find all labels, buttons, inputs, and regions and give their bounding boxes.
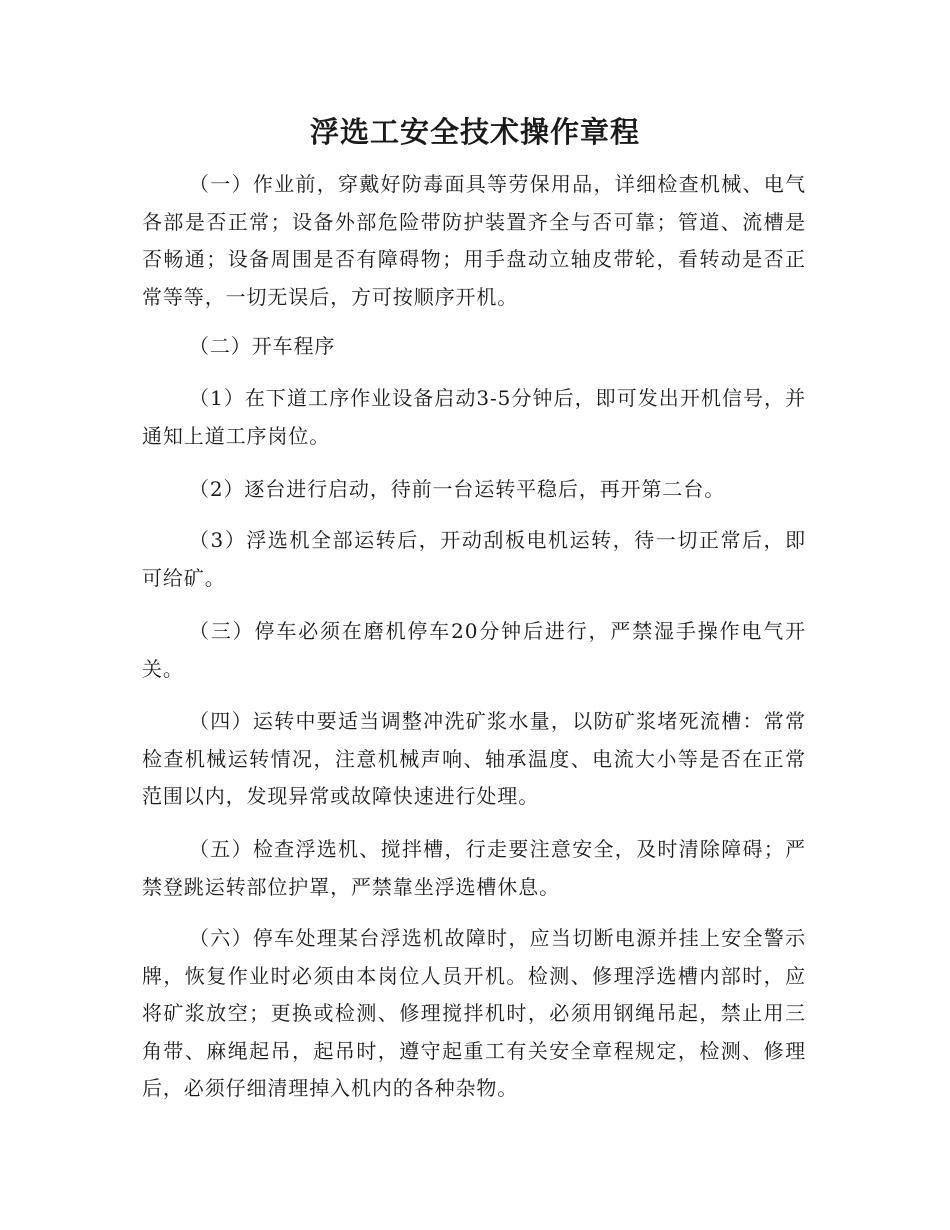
paragraph-pre-operation-check: （一）作业前，穿戴好防毒面具等劳保用品，详细检查机械、电气各部是否正常；设备外部危险带防护装置齐全与否可靠；管道、流槽是否畅通；设备周围是否有障碍物；用手盘动立轴皮带轮，看转动是否正常等等，一切无误后，方可按顺序开机。: [142, 172, 806, 309]
paragraph-fault-repair: （六）停车处理某台浮选机故障时，应当切断电源并挂上安全警示牌，恢复作业时必须由本岗位人员开机。检测、修理浮选槽内部时，应将矿浆放空；更换或检测、修理搅拌机时，必须用钢绳吊起，禁止用三角带、麻绳起吊，起吊时，遵守起重工有关安全章程规定，检测、修理后，必须仔细清理掉入机内的各种杂物。: [142, 926, 806, 1100]
paragraph-running-adjustments: （四）运转中要适当调整冲洗矿浆水量，以防矿浆堵死流槽：常常检查机械运转情况，注意机械声响、轴承温度、电流大小等是否在正常范围以内，发现异常或故障快速进行处理。: [142, 709, 806, 808]
paragraph-startup-procedure-heading: （二）开车程序: [189, 334, 336, 358]
document-title: 浮选工安全技术操作章程: [309, 115, 640, 149]
paragraph-startup-step-2: （2）逐台进行启动，待前一台运转平稳后，再开第二台。: [189, 477, 726, 501]
paragraph-inspection-safety: （五）检查浮选机、搅拌槽，行走要注意安全，及时清除障碍；严禁登跳运转部位护罩，严禁靠坐浮选槽休息。: [142, 837, 806, 899]
paragraph-startup-step-1: （1）在下道工序作业设备启动3-5分钟后，即可发出开机信号，并通知上道工序岗位。: [142, 386, 806, 448]
paragraph-shutdown: （三）停车必须在磨机停车20分钟后进行，严禁湿手操作电气开关。: [142, 619, 806, 681]
paragraph-startup-step-3: （3）浮选机全部运转后，开动刮板电机运转，待一切正常后，即可给矿。: [142, 528, 806, 590]
